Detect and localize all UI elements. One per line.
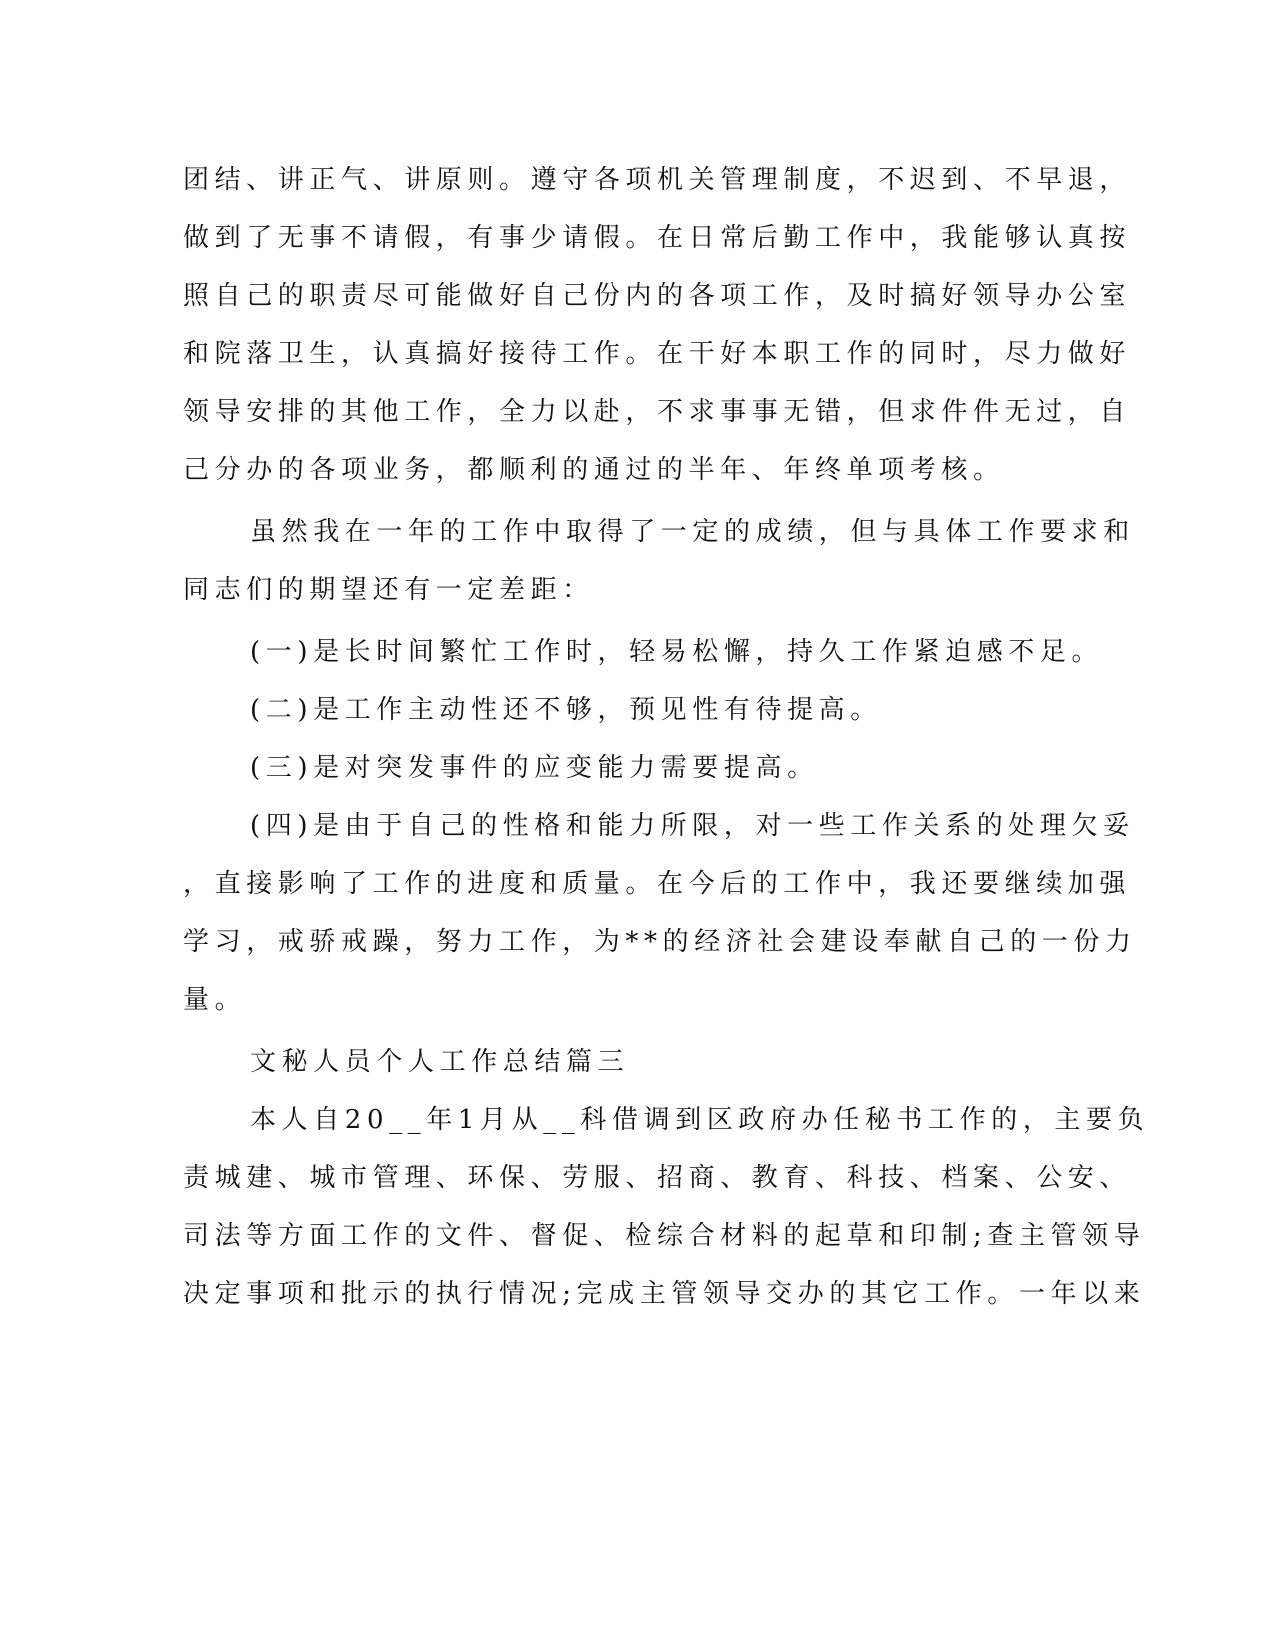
list-item: (一)是长时间繁忙工作时，轻易松懈，持久工作紧迫感不足。 [250,637,1104,667]
text-line: 量。 [183,985,247,1015]
text-line: 做到了无事不请假，有事少请假。在日常后勤工作中，我能够认真按 [183,223,1132,253]
text-line: 同志们的期望还有一定差距： [183,575,594,605]
text-line: 己分办的各项业务，都顺利的通过的半年、年终单项考核。 [183,455,1005,485]
text-line: 责城建、城市管理、环保、劳服、招商、教育、科技、档案、公安、 [183,1163,1132,1193]
list-item: (二)是工作主动性还不够，预见性有待提高。 [250,695,882,725]
text-line: 领导安排的其他工作，全力以赴，不求事事无错，但求件件无过，自 [183,397,1132,427]
list-item: (三)是对突发事件的应变能力需要提高。 [250,753,819,783]
text-line: 决定事项和批示的执行情况;完成主管领导交办的其它工作。一年以来 [183,1279,1146,1309]
text-line: 虽然我在一年的工作中取得了一定的成绩，但与具体工作要求和 [250,517,1135,547]
text-line: 司法等方面工作的文件、督促、检综合材料的起草和印制;查主管领导 [183,1221,1146,1251]
text-line: 本人自20__年1月从__科借调到区政府办任秘书工作的，主要负 [250,1105,1150,1135]
list-item: (四)是由于自己的性格和能力所限，对一些工作关系的处理欠妥 [250,811,1135,841]
text-line: 团结、讲正气、讲原则。遵守各项机关管理制度，不迟到、不早退， [183,165,1132,195]
text-line: ，直接影响了工作的进度和质量。在今后的工作中，我还要继续加强 [183,869,1132,899]
text-line: 照自己的职责尽可能做好自己份内的各项工作，及时搞好领导办公室 [183,281,1132,311]
text-line: 和院落卫生，认真搞好接待工作。在干好本职工作的同时，尽力做好 [183,339,1132,369]
text-line: 学习，戒骄戒躁，努力工作，为**的经济社会建设奉献自己的一份力 [183,927,1137,957]
section-heading: 文秘人员个人工作总结篇三 [250,1047,630,1077]
